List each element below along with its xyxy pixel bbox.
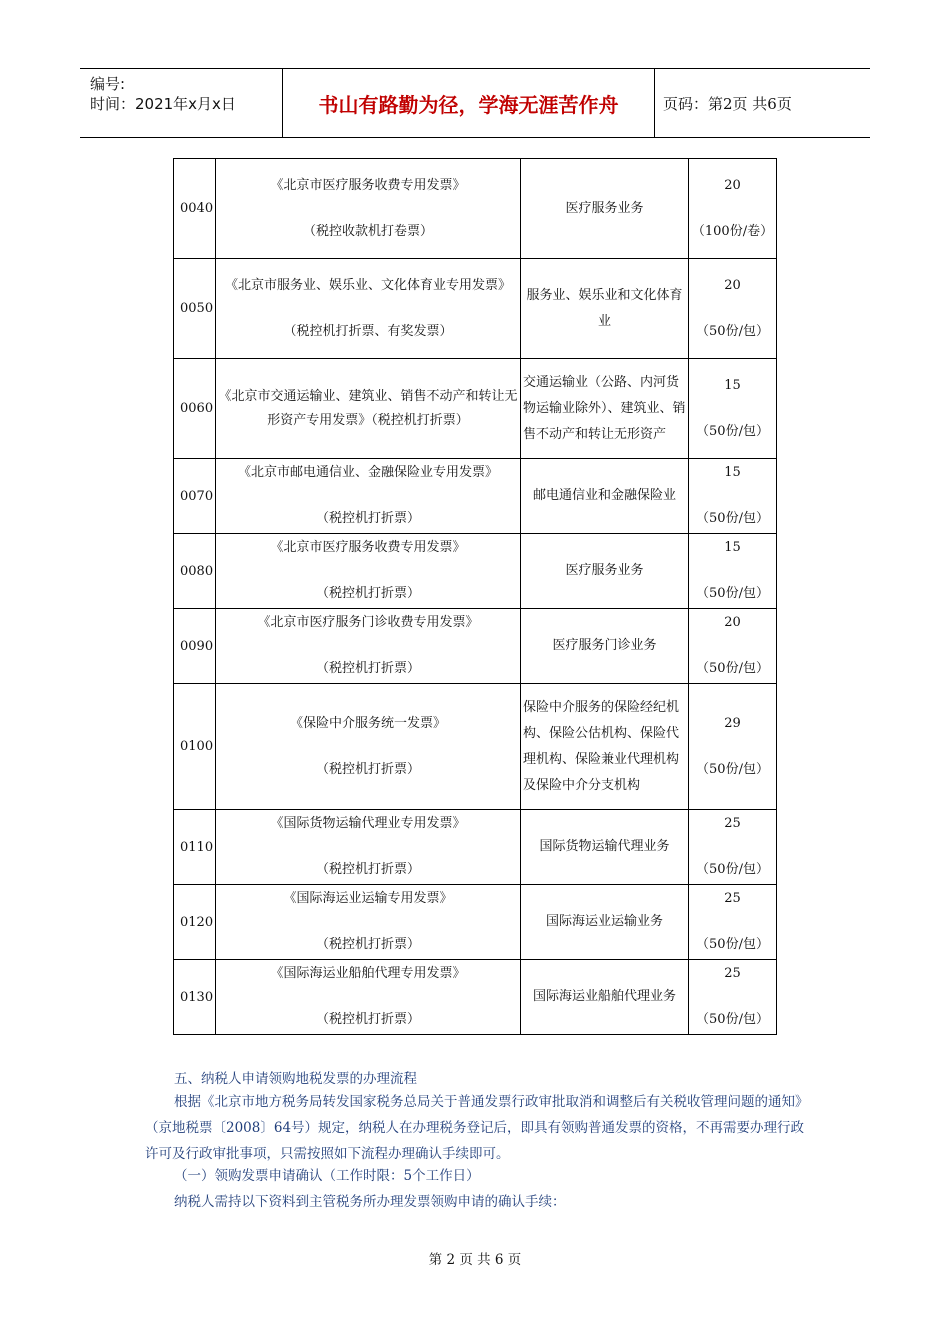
price-value: 25	[724, 891, 741, 906]
row-price	[689, 609, 777, 684]
invoice-name: 《国际海运业运输专用发票》	[283, 891, 453, 906]
row-name	[216, 810, 521, 885]
row-name	[216, 885, 521, 960]
row-name	[216, 609, 521, 684]
price-value: 20	[724, 277, 741, 293]
row-code: 0130	[174, 960, 216, 1035]
price-value: 20	[724, 615, 741, 630]
table-row	[174, 359, 777, 459]
date-label: 时间：2021年x月x日	[90, 95, 236, 113]
row-price	[689, 534, 777, 609]
row-price	[689, 960, 777, 1035]
row-price	[689, 684, 777, 810]
price-value: 29	[724, 715, 741, 731]
page-footer: 第 2 页 共 6 页	[428, 1252, 522, 1268]
price-value: 20	[724, 177, 741, 193]
invoice-subtitle: （税控机打折票）	[315, 862, 420, 877]
page-header	[80, 68, 870, 138]
row-price	[689, 810, 777, 885]
row-scope: 国际货物运输代理业务	[521, 810, 689, 885]
price-unit: （50份/包）	[696, 937, 769, 952]
row-scope: 医疗服务业务	[521, 159, 689, 259]
row-code: 0100	[174, 684, 216, 810]
price-unit: （100份/卷）	[691, 223, 774, 239]
table-row	[174, 960, 777, 1035]
row-scope: 服务业、娱乐业和文化体育业	[521, 259, 689, 359]
price-unit: （50份/包）	[696, 423, 769, 439]
price-value: 25	[724, 816, 741, 831]
row-code: 0080	[174, 534, 216, 609]
invoice-name: 《国际货物运输代理业专用发票》	[270, 816, 466, 831]
row-scope: 医疗服务业务	[521, 534, 689, 609]
body-paragraph: 根据《北京市地方税务局转发国家税务总局关于普通发票行政审批取消和调整后有关税收管理问题的通知》（京地税票〔2008〕64号）规定，纳税人在办理税务登记后，即具有领购普通发票的资格，不再需要办理行政许可及行政审批事项，只需按照如下流程办理确认手续即可。	[145, 1094, 809, 1162]
invoice-name: 《北京市服务业、娱乐业、文化体育业专用发票》	[224, 277, 511, 293]
row-scope: 邮电通信业和金融保险业	[521, 459, 689, 534]
table-row	[174, 159, 777, 259]
invoice-name: 《国际海运业船舶代理专用发票》	[270, 966, 466, 981]
price-value: 15	[724, 540, 741, 555]
invoice-subtitle: （税控机打折票、有奖发票）	[283, 323, 453, 339]
row-scope: 国际海运业运输业务	[521, 885, 689, 960]
row-code: 0070	[174, 459, 216, 534]
invoice-subtitle: （税控机打折票）	[315, 511, 420, 526]
table-row	[174, 609, 777, 684]
row-price	[689, 159, 777, 259]
row-price	[689, 885, 777, 960]
row-name	[216, 684, 521, 810]
price-value: 15	[724, 465, 741, 480]
subsection-title: （一）领购发票申请确认（工作时限：5个工作日）	[174, 1168, 480, 1184]
invoice-table	[173, 158, 777, 1035]
price-unit: （50份/包）	[696, 761, 769, 777]
invoice-name: 《北京市交通运输业、建筑业、销售不动产和转让无形资产专用发票》（税控机打折票）	[218, 388, 518, 428]
header-motto: 书山有路勤为径，学海无涯苦作舟	[283, 69, 655, 137]
row-name	[216, 159, 521, 259]
row-scope: 交通运输业（公路、内河货物运输业除外）、建筑业、销售不动产和转让无形资产	[521, 359, 689, 459]
table-row	[174, 684, 777, 810]
row-code: 0090	[174, 609, 216, 684]
row-price	[689, 459, 777, 534]
table-row	[174, 885, 777, 960]
invoice-subtitle: （税控机打折票）	[315, 761, 420, 777]
row-code: 0120	[174, 885, 216, 960]
invoice-name: 《北京市医疗服务门诊收费专用发票》	[257, 615, 479, 630]
table-row	[174, 459, 777, 534]
header-meta	[80, 69, 283, 137]
row-scope: 医疗服务门诊业务	[521, 609, 689, 684]
price-value: 15	[724, 377, 741, 393]
invoice-name: 《北京市邮电通信业、金融保险业专用发票》	[237, 465, 498, 480]
row-scope: 国际海运业船舶代理业务	[521, 960, 689, 1035]
row-price	[689, 259, 777, 359]
price-value: 25	[724, 966, 741, 981]
invoice-name: 《北京市医疗服务收费专用发票》	[270, 540, 466, 555]
row-name	[216, 359, 521, 459]
price-unit: （50份/包）	[696, 511, 769, 526]
price-unit: （50份/包）	[696, 661, 769, 676]
price-unit: （50份/包）	[696, 862, 769, 877]
invoice-subtitle: （税控机打折票）	[315, 661, 420, 676]
row-name	[216, 960, 521, 1035]
price-unit: （50份/包）	[696, 1012, 769, 1027]
invoice-subtitle: （税控收款机打卷票）	[302, 223, 433, 239]
section-title: 五、纳税人申请领购地税发票的办理流程	[174, 1071, 417, 1087]
invoice-name: 《北京市医疗服务收费专用发票》	[270, 177, 466, 193]
row-code: 0040	[174, 159, 216, 259]
row-code: 0110	[174, 810, 216, 885]
row-name	[216, 259, 521, 359]
invoice-subtitle: （税控机打折票）	[315, 1012, 420, 1027]
row-name	[216, 459, 521, 534]
row-code: 0050	[174, 259, 216, 359]
invoice-subtitle: （税控机打折票）	[315, 937, 420, 952]
row-price	[689, 359, 777, 459]
row-name	[216, 534, 521, 609]
table-row	[174, 259, 777, 359]
invoice-subtitle: （税控机打折票）	[315, 586, 420, 601]
table-row	[174, 810, 777, 885]
serial-label: 编号:	[90, 75, 126, 93]
body-note: 纳税人需持以下资料到主管税务所办理发票领购申请的确认手续：	[174, 1194, 566, 1210]
price-unit: （50份/包）	[696, 586, 769, 601]
row-scope: 保险中介服务的保险经纪机构、保险公估机构、保险代理机构、保险兼业代理机构及保险中介分支机构	[521, 684, 689, 810]
invoice-name: 《保险中介服务统一发票》	[289, 715, 446, 731]
header-page-label: 页码：第2页 共6页	[663, 94, 792, 113]
row-code: 0060	[174, 359, 216, 459]
price-unit: （50份/包）	[696, 323, 769, 339]
table-row	[174, 534, 777, 609]
